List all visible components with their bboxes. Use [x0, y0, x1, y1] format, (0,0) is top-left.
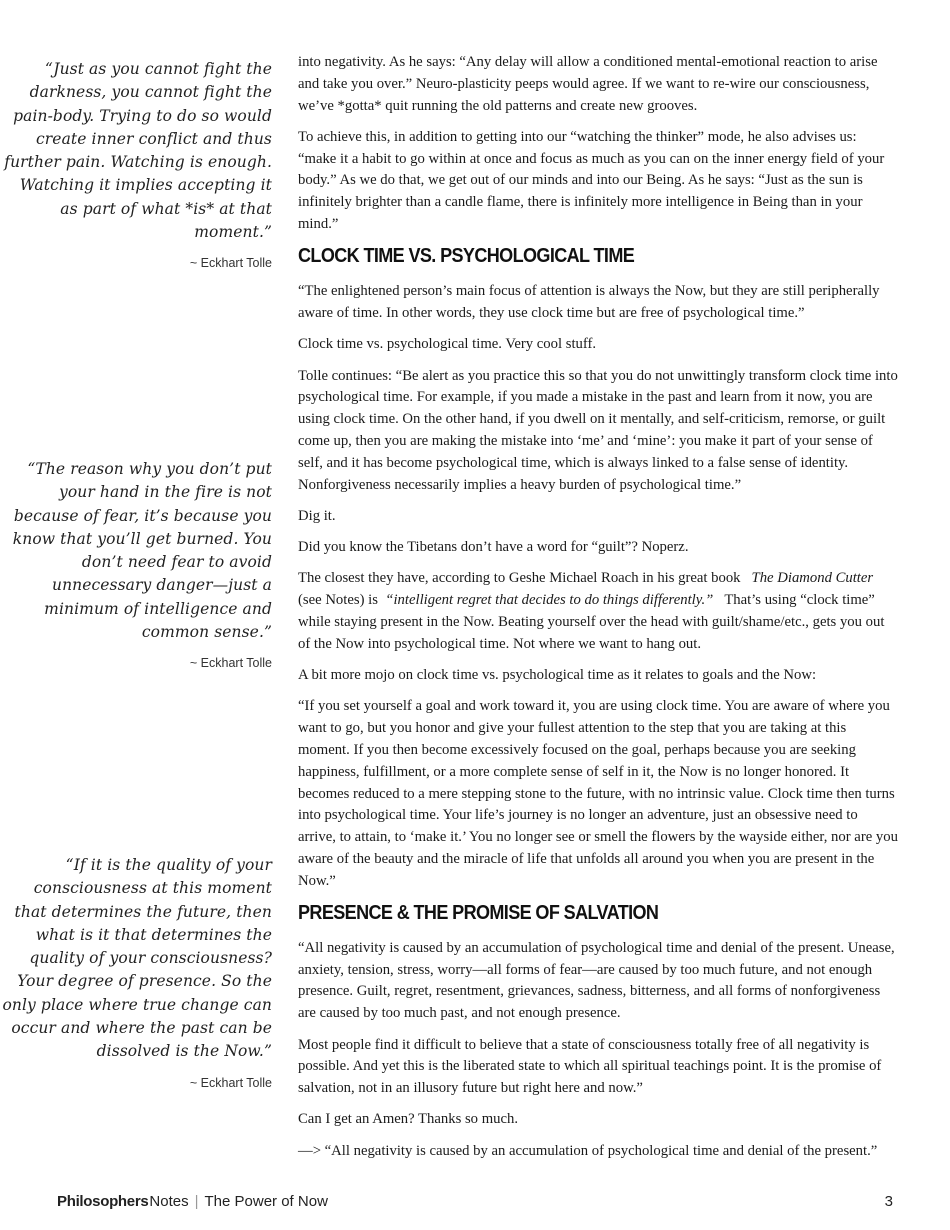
quote-text: “If it is the quality of your consciousness at this moment that determines the future, then what is it that determines the quality of your consciousness? Your degree of presence. So the only place where true change can occur and where the past can be dissolved is the Now.” [2, 856, 272, 1061]
paragraph: “The enlightened person’s main focus of attention is always the Now, but they are still peripherally aware of time. In other words, they use clock time but are free of psychological time.” [298, 283, 880, 321]
paragraph [298, 568, 898, 655]
quote-attribution: ~ Eckhart Tolle [189, 1075, 272, 1090]
paragraph: Dig it. [298, 507, 336, 524]
brand-name-light: Notes [149, 1193, 189, 1210]
sidebar-quote-2 [0, 458, 272, 670]
brand-name-bold: Philosophers [57, 1193, 149, 1210]
main-content [298, 52, 898, 1172]
paragraph: Can I get an Amen? Thanks so much. [298, 1111, 518, 1128]
paragraph: Did you know the Tibetans don’t have a word for “guilt”? Noperz. [298, 539, 689, 556]
paragraph: —> “All negativity is caused by an accumulation of psychological time and denial of the present.” [298, 1142, 878, 1159]
text-run: That’s using “clock time” while staying present in the Now. Beating yourself over the head with guilt/shame/etc., gets you out of the Now into psychological time. Not where we want to hang out. [298, 592, 885, 652]
footer-separator: | [194, 1193, 199, 1210]
document-title: The Power of Now [204, 1193, 328, 1210]
sidebar-quote-3 [0, 854, 272, 1090]
paragraph: “If you set yourself a goal and work toward it, you are using clock time. You are aware of where you want to go, but you honor and give your fullest attention to the step that you are taking at this moment. If you then become excessively focused on the goal, perhaps because you are seeking happiness, fulfillment, or a more complete sense of self in it, the Now is no longer honored. It becomes reduced to a mere stepping stone to the future, with no intrinsic value. Clock time then turns into psychological time. Your life’s journey is no longer an adventure, just an obsessive need to arrive, to attain, to ‘make it.’ You no longer see or smell the flowers by the wayside either, nor are you aware of the beauty and the miracle of life that unfolds all around you when you are present in the Now.” [298, 698, 898, 889]
quote-text: “The reason why you don’t put your hand in the fire is not because of fear, it’s because you know that you’ll get burned. You don’t need fear to avoid unnecessary danger—just a minimum of intelligence and common sense.” [12, 460, 272, 642]
text-run: The closest they have, according to Geshe Michael Roach in his great book [298, 570, 741, 587]
paragraph: Clock time vs. psychological time. Very cool stuff. [298, 336, 597, 353]
quote-attribution: ~ Eckhart Tolle [189, 256, 272, 271]
paragraph: into negativity. As he says: “Any delay will allow a conditioned mental-emotional reaction to arise and take you over.” Neuro-plasticity peeps would agree. If we want to re-wire our consciousness, we’ve *gotta* quit running the old patterns and create new grooves. [298, 54, 878, 114]
paragraph: A bit more mojo on clock time vs. psychological time as it relates to goals and the Now: [298, 667, 817, 684]
sidebar-quote-1 [0, 58, 272, 270]
book-title: The Diamond Cutter [751, 570, 874, 587]
paragraph: Most people find it difficult to believe that a state of consciousness totally free of all negativity is possible. And yet this is the liberated state to which all spiritual teachings point. It is the promise of salvation, not in an illusory future but right here and now.” [298, 1036, 882, 1097]
paragraph: To achieve this, in addition to getting into our “watching the thinker” mode, he also advises us: “make it a habit to go within at once and focus as much as you can on the inner energy field of your body.” As we do that, we get out of our minds and into our Being. As he says: “Just as the sun is infinitely brighter than a candle flame, there is infinitely more intelligence in Being than in your mind.” [298, 128, 885, 233]
paragraph: Tolle continues: “Be alert as you practice this so that you do not unwittingly transform clock time into psychological time. For example, if you made a mistake in the past and learn from it now, you are using clock time. On the other hand, if you dwell on it mentally, and self-criticism, remorse, or guilt come up, then you are making the mistake into ‘me’ and ‘mine’: you make it part of your sense of self, and it has become psychological time, which is always linked to a false sense of identity. Nonforgiveness necessarily implies a heavy burden of psychological time.” [298, 367, 898, 493]
text-run: (see Notes) is [298, 592, 378, 609]
section-heading-presence: PRESENCE & THE PROMISE OF SALVATION [298, 901, 659, 925]
paragraph: “All negativity is caused by an accumulation of psychological time and denial of the present. Unease, anxiety, tension, stress, worry—all forms of fear—are caused by too much future, and not enough presence. Guilt, regret, resentment, grievances, sadness, bitterness, and all forms of nonforgiveness are caused by too much past, and not enough presence. [298, 939, 895, 1022]
section-heading-clock-time: CLOCK TIME VS. PSYCHOLOGICAL TIME [298, 244, 635, 268]
page-number: 3 [884, 1193, 893, 1210]
quote-text: “Just as you cannot fight the darkness, you cannot fight the pain-body. Trying to do so would create inner conflict and thus further pain. Watching is enough. Watching it implies accepting it as part of what *is* at that moment.” [4, 60, 272, 242]
page-footer [57, 1193, 893, 1210]
inline-quote: “intelligent regret that decides to do things differently.” [385, 592, 714, 609]
quote-attribution: ~ Eckhart Tolle [189, 656, 272, 671]
